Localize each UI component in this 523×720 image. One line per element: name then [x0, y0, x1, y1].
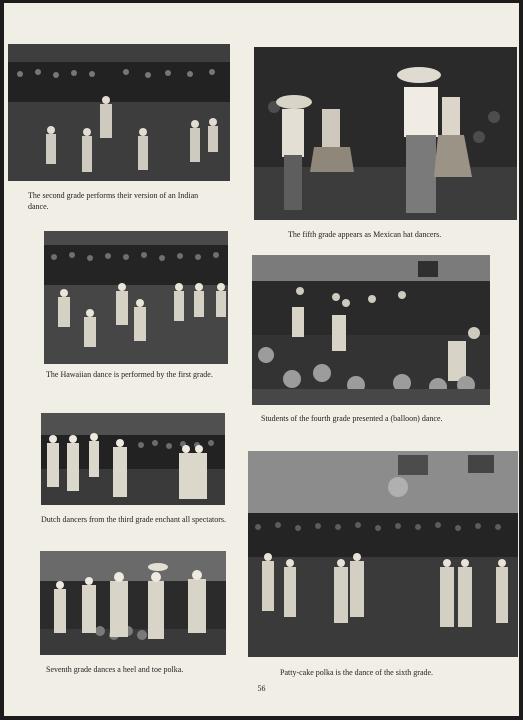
caption-balloon-dance: Students of the fourth grade presented a (balloon) dance.	[261, 414, 443, 423]
caption-indian-dance: The second grade performs their version of an Indian dance.	[28, 191, 199, 211]
photo-patty-cake-polka	[248, 451, 518, 657]
caption-patty-cake-polka: Patty-cake polka is the dance of the sixth grade.	[280, 668, 434, 677]
photo-hawaiian-dance	[44, 231, 228, 364]
photo-dutch-dance	[41, 413, 225, 505]
caption-hawaiian-dance: The Hawaiian dance is performed by the first grade.	[46, 370, 213, 379]
caption-heel-and-toe-polka: Seventh grade dances a heel and toe polka.	[46, 665, 184, 674]
photo-heel-and-toe-polka	[40, 551, 226, 655]
page-number: 56	[257, 684, 266, 693]
photo-indian-dance	[8, 44, 230, 181]
yearbook-page	[4, 3, 519, 716]
caption-mexican-hat-dance: The fifth grade appears as Mexican hat dancers.	[288, 230, 442, 239]
photo-balloon-dance	[252, 255, 490, 405]
photo-mexican-hat-dance	[254, 47, 517, 220]
caption-dutch-dance: Dutch dancers from the third grade enchant all spectators.	[41, 515, 227, 524]
